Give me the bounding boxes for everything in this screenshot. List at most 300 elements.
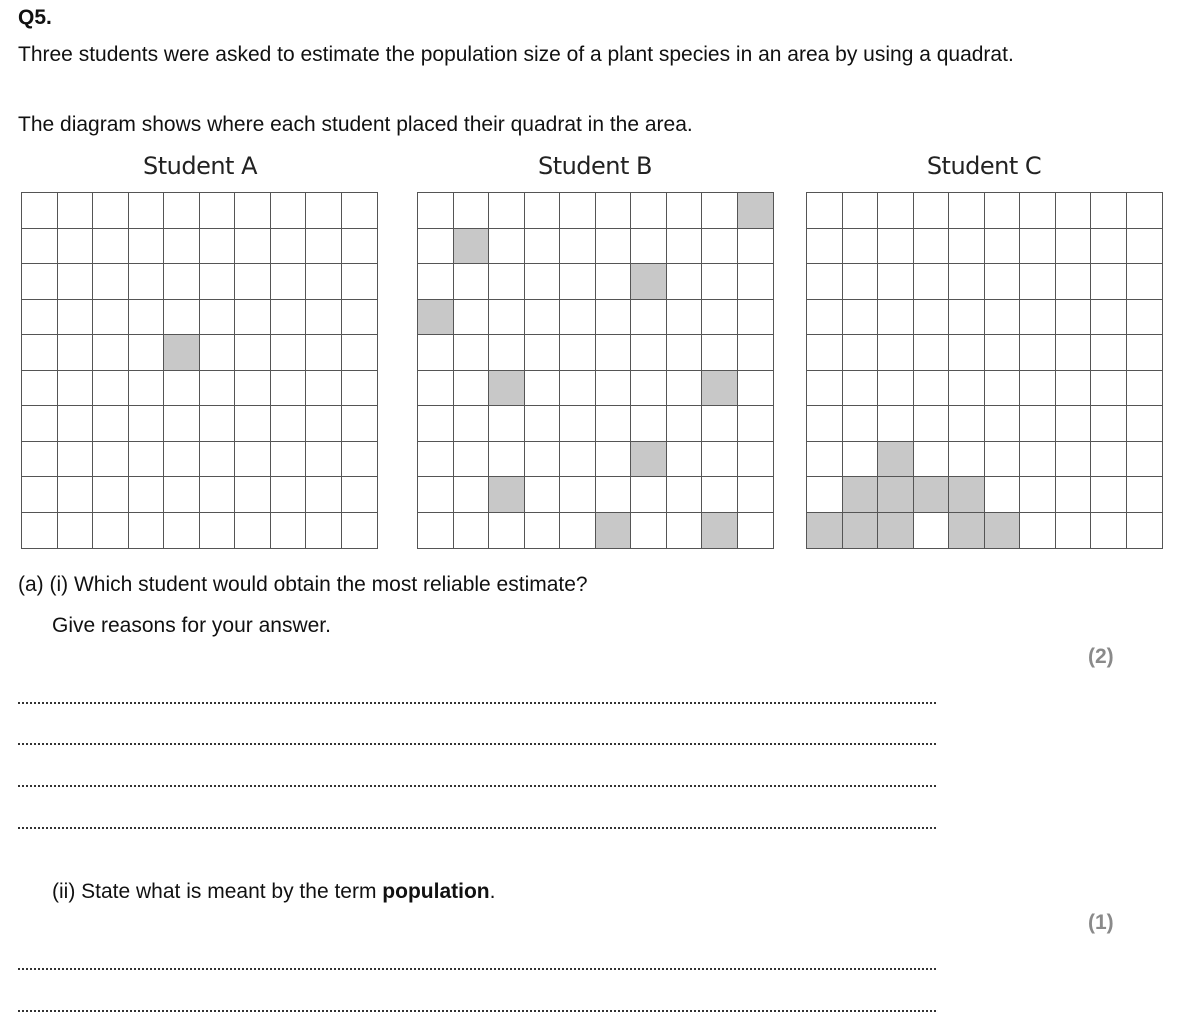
grid-cell (235, 264, 271, 300)
grid-cell (489, 229, 525, 265)
grid-cell (738, 335, 774, 371)
grid-cell (843, 406, 879, 442)
grid-cell (489, 442, 525, 478)
grid-cell (1020, 513, 1056, 549)
grid-cell (1020, 193, 1056, 229)
grid-cell-quadrat (738, 193, 774, 229)
grid-cell (164, 371, 200, 407)
grid-cell (1091, 335, 1127, 371)
grid-cell (93, 513, 129, 549)
grid-cell (1127, 335, 1163, 371)
grid-cell (914, 264, 950, 300)
grid-cell (878, 193, 914, 229)
grid-cell (200, 264, 236, 300)
grid-cell (1127, 513, 1163, 549)
grid-cell (807, 406, 843, 442)
grid-cell (93, 371, 129, 407)
grid-cell (949, 264, 985, 300)
grid-cell-quadrat (914, 477, 950, 513)
grid-cell (525, 477, 561, 513)
grid-cell (843, 229, 879, 265)
grid-cell (342, 442, 378, 478)
grid-cell (200, 371, 236, 407)
grid-cell (1020, 335, 1056, 371)
grid-cell (129, 229, 165, 265)
grid-cell (129, 513, 165, 549)
grid-cell (949, 406, 985, 442)
answer-line[interactable] (18, 968, 936, 970)
grid-cell-quadrat (489, 477, 525, 513)
grid-cell (807, 442, 843, 478)
answer-line[interactable] (18, 702, 936, 704)
grid-cell (807, 300, 843, 336)
question-number: Q5. (18, 6, 52, 29)
grid-cell (418, 406, 454, 442)
answer-line[interactable] (18, 785, 936, 787)
grid-cell (271, 229, 307, 265)
grid-cell (1127, 193, 1163, 229)
grid-cell (22, 229, 58, 265)
grid-cell (489, 406, 525, 442)
grid-cell (738, 300, 774, 336)
grid-cell (22, 442, 58, 478)
grid-cell (949, 335, 985, 371)
grid-cell (1020, 406, 1056, 442)
grid-cell (807, 371, 843, 407)
grid-cell-quadrat (949, 477, 985, 513)
grid-cell (22, 406, 58, 442)
grid-cell (58, 335, 94, 371)
grid-cell (807, 264, 843, 300)
grid-cell (525, 229, 561, 265)
grid-cell (306, 335, 342, 371)
grid-cell (129, 193, 165, 229)
grid-cell (596, 477, 632, 513)
grid-cell (489, 513, 525, 549)
grid-cell (342, 406, 378, 442)
grid-cell (807, 477, 843, 513)
grid-cell (985, 193, 1021, 229)
grid-cell (164, 477, 200, 513)
grid-cell (807, 335, 843, 371)
grid-cell (843, 442, 879, 478)
grid-cell (306, 193, 342, 229)
grid-cell-quadrat (164, 335, 200, 371)
grid-cell (596, 335, 632, 371)
grid-cell (596, 442, 632, 478)
grid-cell (560, 300, 596, 336)
grid-cell (878, 300, 914, 336)
grid-cell (843, 335, 879, 371)
grid-cell-quadrat (596, 513, 632, 549)
grid-cell (949, 229, 985, 265)
grid-cell (454, 264, 490, 300)
grid-cell (1056, 477, 1092, 513)
grid-cell (235, 300, 271, 336)
instruction-give-reasons: Give reasons for your answer. (52, 614, 331, 637)
grid-cell (560, 229, 596, 265)
grid-cell (93, 442, 129, 478)
grid-cell (843, 264, 879, 300)
grid-cell (22, 335, 58, 371)
grid-cell (985, 229, 1021, 265)
grid-cell (1020, 229, 1056, 265)
question-part-a-ii-prefix: (ii) State what is meant by the term (52, 880, 383, 903)
grid-cell (58, 513, 94, 549)
grid-cell (1127, 442, 1163, 478)
grid-cell (667, 300, 703, 336)
grid-cell (1127, 477, 1163, 513)
grid-cell (560, 264, 596, 300)
grid-cell (93, 229, 129, 265)
marks-part-a-i: (2) (1088, 645, 1114, 668)
question-part-a-i: (a) (i) Which student would obtain the most reliable estimate? (18, 573, 588, 596)
grid-cell (1020, 300, 1056, 336)
grid-cell (235, 335, 271, 371)
grid-cell (631, 406, 667, 442)
grid-cell (738, 477, 774, 513)
question-part-a-ii (52, 880, 495, 904)
grid-cell (306, 300, 342, 336)
grid-cell (667, 229, 703, 265)
grid-cell (525, 335, 561, 371)
grid-cell (129, 335, 165, 371)
grid-cell (271, 371, 307, 407)
grid-cell (667, 513, 703, 549)
grid-cell (596, 193, 632, 229)
grid-cell (1056, 371, 1092, 407)
grid-cell (560, 477, 596, 513)
grid-cell (164, 442, 200, 478)
grid-cell (129, 477, 165, 513)
grid-cell (985, 335, 1021, 371)
grid-cell (667, 264, 703, 300)
grid-cell (914, 406, 950, 442)
grid-cell (271, 300, 307, 336)
grid-cell (200, 193, 236, 229)
grid-cell (164, 513, 200, 549)
grid-cell (702, 406, 738, 442)
quadrat-grid-student-b (417, 192, 774, 549)
grid-cell (525, 442, 561, 478)
grid-cell (454, 406, 490, 442)
grid-title-student-b: Student B (537, 152, 653, 180)
grid-cell (525, 300, 561, 336)
grid-cell (235, 477, 271, 513)
grid-cell (878, 371, 914, 407)
grid-cell-quadrat (807, 513, 843, 549)
grid-cell (1091, 193, 1127, 229)
grid-cell (1127, 406, 1163, 442)
grid-cell (949, 371, 985, 407)
grid-cell (525, 406, 561, 442)
grid-cell (342, 193, 378, 229)
grid-cell (985, 300, 1021, 336)
grid-cell (1091, 371, 1127, 407)
grid-cell (22, 300, 58, 336)
grid-cell (93, 406, 129, 442)
grid-cell (271, 477, 307, 513)
grid-cell (702, 300, 738, 336)
grid-cell (1091, 513, 1127, 549)
grid-cell-quadrat (843, 477, 879, 513)
grid-cell (454, 477, 490, 513)
grid-cell (235, 229, 271, 265)
grid-cell (200, 442, 236, 478)
grid-cell (1056, 513, 1092, 549)
grid-cell (949, 300, 985, 336)
grid-cell (738, 513, 774, 549)
grid-cell (1056, 406, 1092, 442)
grid-cell (306, 477, 342, 513)
grid-cell (271, 406, 307, 442)
grid-cell (1091, 229, 1127, 265)
grid-cell (914, 513, 950, 549)
grid-cell (200, 335, 236, 371)
grid-cell-quadrat (878, 513, 914, 549)
grid-cell (631, 229, 667, 265)
question-diagram-description: The diagram shows where each student placed their quadrat in the area. (18, 113, 693, 136)
grid-cell (560, 513, 596, 549)
term-population: population (382, 880, 490, 903)
grid-cell (129, 371, 165, 407)
grid-cell (631, 371, 667, 407)
grid-cell (1091, 477, 1127, 513)
grid-cell (843, 300, 879, 336)
grid-cell-quadrat (418, 300, 454, 336)
grid-cell (489, 335, 525, 371)
grid-cell (418, 442, 454, 478)
grid-cell (129, 264, 165, 300)
grid-cell (235, 442, 271, 478)
grid-cell (454, 371, 490, 407)
grid-cell (596, 264, 632, 300)
grid-cell (702, 264, 738, 300)
grid-cell (596, 229, 632, 265)
grid-cell (1056, 264, 1092, 300)
grid-cell (235, 193, 271, 229)
grid-cell (454, 442, 490, 478)
grid-cell (22, 371, 58, 407)
grid-cell (235, 406, 271, 442)
grid-cell (1056, 300, 1092, 336)
grid-cell (200, 300, 236, 336)
grid-cell (271, 335, 307, 371)
grid-cell (807, 193, 843, 229)
grid-cell (914, 371, 950, 407)
grid-cell (342, 477, 378, 513)
grid-cell (418, 193, 454, 229)
grid-title-student-c: Student C (926, 152, 1042, 180)
grid-cell (1056, 193, 1092, 229)
grid-cell (1127, 300, 1163, 336)
grid-cell (985, 442, 1021, 478)
grid-cell (525, 264, 561, 300)
grid-cell (878, 335, 914, 371)
grid-cell (342, 300, 378, 336)
grid-cell (418, 371, 454, 407)
grid-cell (342, 264, 378, 300)
quadrat-grid-student-c (806, 192, 1163, 549)
grid-cell (1127, 371, 1163, 407)
grid-cell (525, 193, 561, 229)
grid-cell (418, 229, 454, 265)
grid-cell (93, 300, 129, 336)
grid-cell (525, 513, 561, 549)
question-intro: Three students were asked to estimate the population size of a plant species in an area by using a quadrat. (18, 43, 1014, 66)
grid-cell (1056, 442, 1092, 478)
grid-cell-quadrat (702, 513, 738, 549)
grid-cell (164, 264, 200, 300)
grid-cell (454, 300, 490, 336)
grid-cell (271, 264, 307, 300)
grid-cell (631, 193, 667, 229)
grid-cell (489, 193, 525, 229)
grid-cell (1020, 477, 1056, 513)
grid-cell (58, 264, 94, 300)
answer-line[interactable] (18, 743, 936, 745)
grid-cell (306, 229, 342, 265)
grid-cell (949, 442, 985, 478)
grid-cell (667, 335, 703, 371)
grid-cell (93, 193, 129, 229)
grid-cell (489, 264, 525, 300)
grid-cell (58, 477, 94, 513)
grid-cell (702, 442, 738, 478)
grid-cell (1020, 442, 1056, 478)
grid-cell (667, 477, 703, 513)
grid-cell (418, 264, 454, 300)
grid-cell (306, 264, 342, 300)
grid-cell (454, 513, 490, 549)
grid-cell (1091, 406, 1127, 442)
grid-cell (22, 193, 58, 229)
grid-cell (306, 406, 342, 442)
grid-cell (58, 229, 94, 265)
grid-cell (271, 193, 307, 229)
grid-cell (596, 371, 632, 407)
grid-cell (164, 406, 200, 442)
answer-line[interactable] (18, 1010, 936, 1012)
grid-cell (631, 335, 667, 371)
grid-cell (129, 406, 165, 442)
grid-cell-quadrat (985, 513, 1021, 549)
grid-cell (560, 406, 596, 442)
grid-cell (58, 371, 94, 407)
grid-cell (58, 442, 94, 478)
grid-cell (878, 264, 914, 300)
answer-line[interactable] (18, 827, 936, 829)
grid-cell (93, 264, 129, 300)
grid-cell (914, 335, 950, 371)
grid-cell (454, 335, 490, 371)
grid-cell (1127, 229, 1163, 265)
grid-cell (342, 513, 378, 549)
grid-cell (271, 442, 307, 478)
question-part-a-ii-suffix: . (489, 880, 496, 903)
grid-cell (418, 477, 454, 513)
grid-cell (1091, 264, 1127, 300)
grid-cell (22, 264, 58, 300)
grid-cell (1020, 264, 1056, 300)
grid-cell (1020, 371, 1056, 407)
grid-cell (843, 193, 879, 229)
grid-cell (878, 406, 914, 442)
grid-cell (667, 442, 703, 478)
grid-cell (914, 229, 950, 265)
grid-cell (306, 442, 342, 478)
grid-cell (1056, 335, 1092, 371)
grid-cell (985, 264, 1021, 300)
grid-cell (702, 229, 738, 265)
grid-cell (200, 513, 236, 549)
grid-cell (164, 193, 200, 229)
grid-cell (914, 193, 950, 229)
grid-cell-quadrat (631, 442, 667, 478)
grid-cell (1091, 300, 1127, 336)
grid-cell (702, 477, 738, 513)
grid-cell (200, 477, 236, 513)
grid-cell (631, 477, 667, 513)
grid-cell (738, 264, 774, 300)
grid-cell (807, 229, 843, 265)
grid-cell (58, 406, 94, 442)
grid-cell (667, 371, 703, 407)
grid-cell-quadrat (878, 477, 914, 513)
grid-cell (985, 477, 1021, 513)
grid-cell (631, 513, 667, 549)
grid-cell (560, 193, 596, 229)
grid-cell (596, 406, 632, 442)
grid-cell (58, 300, 94, 336)
grid-cell-quadrat (454, 229, 490, 265)
grid-cell (560, 371, 596, 407)
grid-cell (235, 513, 271, 549)
grid-cell (914, 300, 950, 336)
grid-cell (1127, 264, 1163, 300)
grid-cell (738, 406, 774, 442)
grid-cell (525, 371, 561, 407)
grid-cell (22, 477, 58, 513)
grid-cell (1056, 229, 1092, 265)
grid-cell-quadrat (949, 513, 985, 549)
grid-cell (129, 442, 165, 478)
grid-cell (631, 300, 667, 336)
grid-cell (738, 229, 774, 265)
grid-cell (489, 300, 525, 336)
grid-cell-quadrat (631, 264, 667, 300)
grid-cell (306, 513, 342, 549)
marks-part-a-ii: (1) (1088, 911, 1114, 934)
grid-cell (58, 193, 94, 229)
grid-cell-quadrat (702, 371, 738, 407)
grid-cell (914, 442, 950, 478)
grid-cell (454, 193, 490, 229)
grid-cell (702, 193, 738, 229)
grid-cell (342, 335, 378, 371)
grid-cell (164, 229, 200, 265)
grid-cell (93, 335, 129, 371)
grid-cell (235, 371, 271, 407)
grid-cell (418, 513, 454, 549)
grid-cell (878, 229, 914, 265)
grid-cell (200, 406, 236, 442)
grid-cell-quadrat (878, 442, 914, 478)
grid-cell (738, 442, 774, 478)
grid-cell (22, 513, 58, 549)
grid-cell (200, 229, 236, 265)
quadrat-grid-student-a (21, 192, 378, 549)
